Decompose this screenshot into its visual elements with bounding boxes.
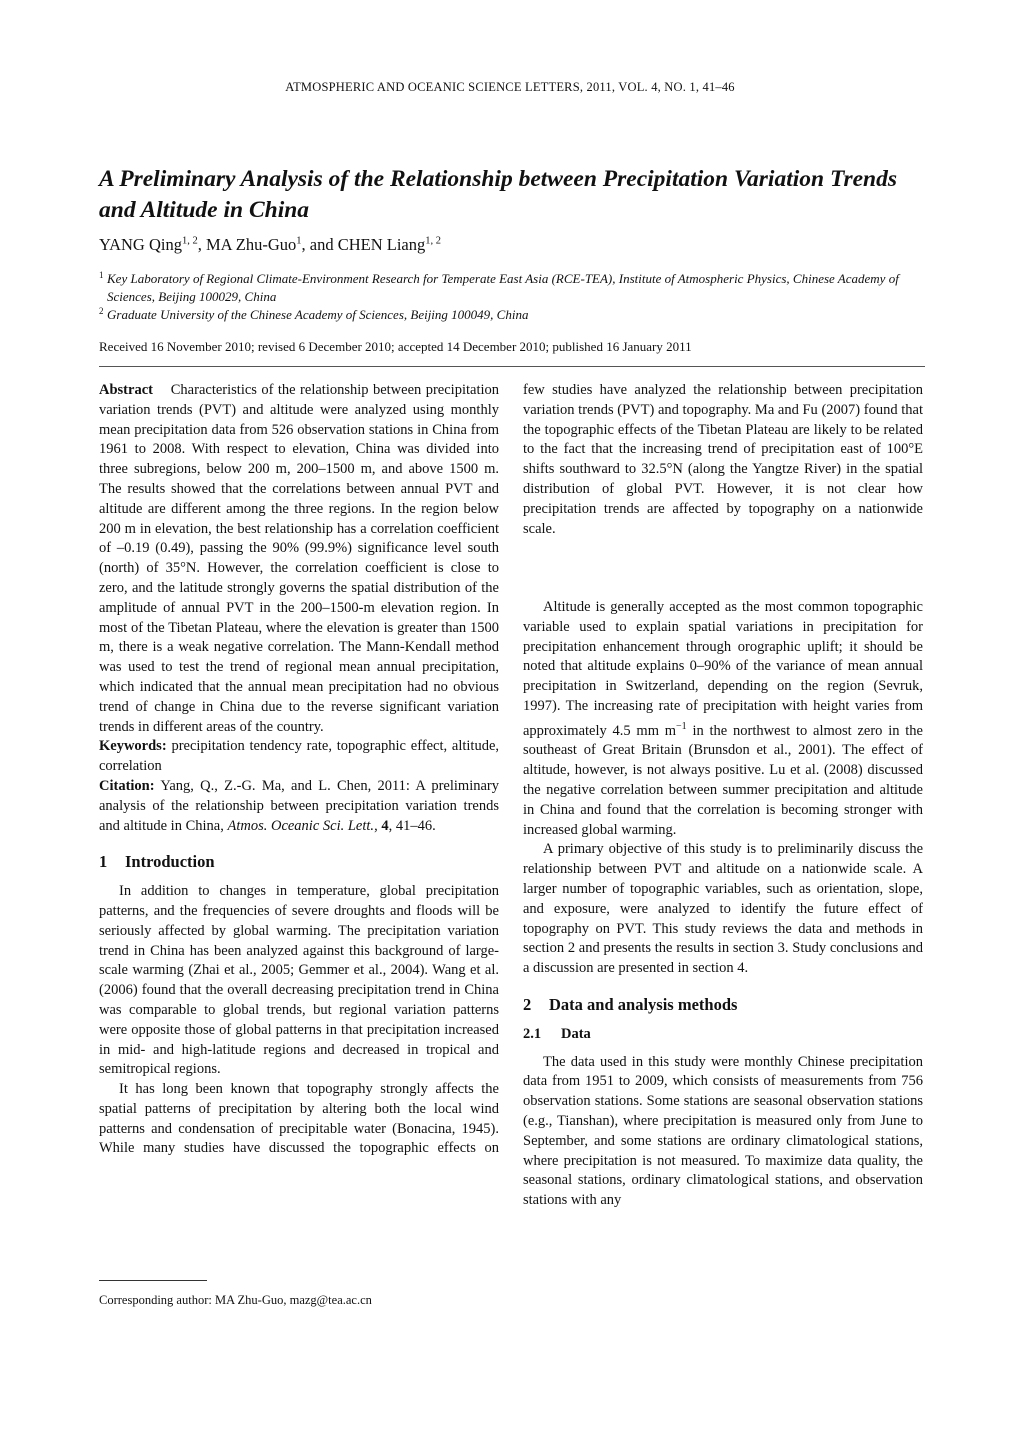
header-divider xyxy=(99,366,925,367)
affiliation-list xyxy=(99,270,929,324)
affiliation xyxy=(99,306,929,324)
abstract-text: Characteristics of the relationship between precipitation variation trends (PVT) and altitude were analyzed using monthly mean precipitation data from 526 observation stations in China from 1961 to 2008. With respect to elevation, China was divided into three subregions, below 200 m, 200–1500 m, and above 1500 m. The results showed that the correlations between annual PVT and altitude are different among the three regions. In the region below 200 m in elevation, the best relationship has a correlation coefficient of –0.19 (0.49), passing the 90% (99.9%) significance level south (north) of 35°N. However, the correlation coefficient is close to zero, and the latitude strongly governs the spatial distribution of the amplitude of annual PVT in the 200–1500-m elevation region. In most of the Tibetan Plateau, where the elevation is greater than 1500 m, there is a weak negative correlation. The Mann-Kendall method was used to test the trend of regional mean annual precipitation, which indicated that the annual mean precipitation had no obvious trend of change in China due to the reverse significant variation trends in different areas of the country. xyxy=(99,382,499,735)
paragraph: The data used in this study were monthly Chinese precipitation data from 1951 to 2009, which consists of measurements from 756 observation stations. Some stations are seasonal observation stations (e.g., Tianshan), where precipitation is measured only from June to September, and some stations are ordinary climatological stations, where precipitation is not measured. To maximize data quality, the seasonal stations, ordinary climatological stations, and observation stations with any xyxy=(523,1053,923,1209)
paragraph-text: few studies have analyzed the relationship between precipitation variation trends (PVT) and topography. Ma and Fu (2007) found that the topographic effects of the Tibetan Plateau are likely to be related to the fact that the increasing trend of precipitation east of 100°E shifts southward to 32.5°N (along the Yangtze River) in the spatial distribution of global PVT. However, it is not clear how precipitation trends are affected by topography on a nationwide scale. xyxy=(523,381,923,537)
author-name: MA Zhu-Guo xyxy=(205,235,297,254)
paragraph-text: Altitude is generally accepted as the most common topographic variable used to explain spatial variations in precipitation for precipitation enhancement through orographic uplift; it should be noted that altitude explains 0–90% of the variance of mean annual precipitation in Switzerland, depending on the region (Sevruk, 1997). The increasing rate of precipitation with height varies from approximately 4.5 mm m xyxy=(523,599,923,739)
author-affiliation-mark: 1, 2 xyxy=(181,235,198,247)
author-list xyxy=(99,235,441,255)
section-number: 1 xyxy=(99,852,108,872)
section-heading xyxy=(99,852,499,872)
affiliation xyxy=(99,270,929,306)
right-column xyxy=(523,381,923,1211)
paragraph: It has long been known that topography strongly affects the spatial patterns of precipitation by altering both the local wind patterns and condensation of precipitable water (Bonacina, 1945). While many studies have discussed the topographic effects on xyxy=(99,1081,499,1157)
citation-journal: Atmos. Oceanic Sci. Lett. xyxy=(227,817,375,834)
left-column xyxy=(99,381,499,1159)
journal-header: ATMOSPHERIC AND OCEANIC SCIENCE LETTERS, 2011, VOL. 4, NO. 1, 41–46 xyxy=(285,80,735,94)
affiliation-number: 1 xyxy=(99,270,104,280)
affiliation-text: Key Laboratory of Regional Climate-Environment Research for Temperate East Asia (RCE-TEA), Institute of Atmospheric Physics, Chinese Academy of Sciences, Beijing 100029, China xyxy=(107,271,899,304)
abstract-label: Abstract xyxy=(99,382,153,398)
section-title: Introduction xyxy=(125,852,215,872)
section-heading xyxy=(523,995,923,1015)
section-title: Data and analysis methods xyxy=(549,994,738,1014)
keywords xyxy=(99,737,499,777)
citation xyxy=(99,777,499,836)
affiliation-text: Graduate University of the Chinese Academy of Sciences, Beijing 100049, China xyxy=(107,307,529,322)
citation-label: Citation: xyxy=(99,777,155,794)
footnote-divider xyxy=(99,1280,207,1281)
subsection-title: Data xyxy=(561,1025,591,1042)
abstract xyxy=(99,381,499,737)
keywords-text: precipitation tendency rate, topographic effect, altitude, correlation xyxy=(99,738,500,775)
author-name: YANG Qing xyxy=(99,235,182,254)
corresponding-author-footnote: Corresponding author: MA Zhu-Guo, mazg@tea.ac.cn xyxy=(99,1293,372,1307)
author-separator: , xyxy=(197,235,206,254)
paragraph: In addition to changes in temperature, global precipitation patterns, and the frequencies of severe droughts and floods will be seriously affected by global warming. The precipitation variation trend in China has been analyzed against this background of large-scale warming (Zhai et al., 2005; Gemmer et al., 2004). Wang et al. (2006) found that the overall decreasing precipitation trend in China was comparable to global trends, but regional variation patterns were opposite those of global patterns in that precipitation increased in mid- and high-latitude regions and decreased in tropical and semitropical regions. xyxy=(99,883,499,1078)
subsection-number: 2.1 xyxy=(523,1025,542,1042)
subsection-heading xyxy=(523,1025,923,1045)
superscript: −1 xyxy=(676,720,687,732)
citation-text: Yang, Q., Z.-G. Ma, and L. Chen, 2011: A preliminary analysis of the relationship between precipitation variation trends and altitude in China, xyxy=(99,777,499,834)
citation-separator: , xyxy=(374,817,382,834)
paragraph-text: in the northwest to almost zero in the southeast of Great Britain (Brunsdon et al., 2001). The effect of altitude, however, is not always positive. Lu et al. (2008) discussed the negative correlation between summer precipitation and altitude in China and found that the correlation is becoming stronger with increased global warming. xyxy=(523,722,923,838)
paragraph xyxy=(523,598,923,840)
citation-pages: , 41–46. xyxy=(388,817,436,834)
section-number: 2 xyxy=(523,994,532,1014)
author-name: CHEN Liang xyxy=(337,235,426,254)
citation-volume: 4 xyxy=(381,817,389,834)
author-affiliation-mark: 1 xyxy=(296,235,302,247)
keywords-label: Keywords: xyxy=(99,738,167,755)
publication-dates: Received 16 November 2010; revised 6 December 2010; accepted 14 December 2010; published 16 January 2011 xyxy=(99,339,692,354)
paper-title: A Preliminary Analysis of the Relationship between Precipitation Variation Trends and Altitude in China xyxy=(99,166,897,223)
author-separator: , and xyxy=(301,235,338,254)
paragraph: A primary objective of this study is to preliminarily discuss the relationship between PVT and altitude on a nationwide scale. A larger number of topographic variables, such as orientation, slope, and exposure, were analyzed to identify the future effect of topography on PVT. This study reviews the data and methods in section 2 and presents the results in section 3. Study conclusions and a discussion are presented in section 4. xyxy=(523,841,923,977)
paragraph-continued xyxy=(523,381,923,598)
affiliation-number: 2 xyxy=(99,306,104,316)
author-affiliation-mark: 1, 2 xyxy=(425,235,441,247)
